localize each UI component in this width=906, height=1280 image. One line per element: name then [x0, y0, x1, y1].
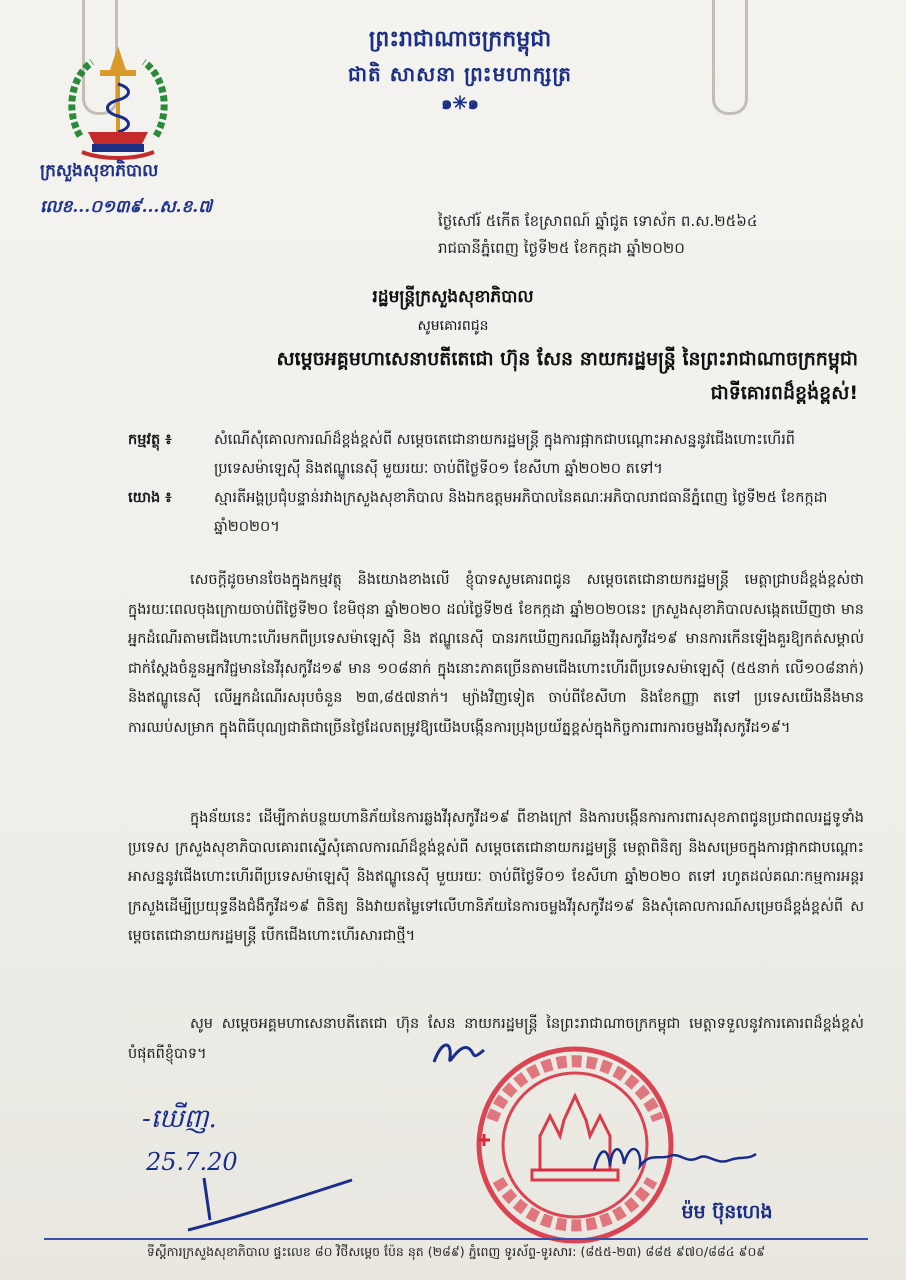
- subject-label: កម្មវត្ថុ ៖: [128, 432, 172, 448]
- letterhead: [310, 22, 610, 116]
- recipient-block: [108, 342, 858, 410]
- subject-block: [128, 426, 868, 542]
- footer-address: ទីស្តីការក្រសួងសុខាភិបាល ផ្ទះលេខ ៨០ វិថីសម្តេច ប៉ែន នុត (២៨៩) ភ្នំពេញ ទូរស័ព្ទ-ទូរសារ: (៨៥៥-២៣) ៨៨៥ ៩៧០/៨៨៤ ៩០៩: [146, 1244, 766, 1259]
- subject-row: [128, 426, 868, 484]
- solar-date: រាជធានីភ្នំពេញ ថ្ងៃទី២៥ ខែកក្កដា ឆ្នាំ២០២០: [438, 239, 685, 257]
- kingdom-title: ព្រះរាជាណាចក្រកម្ពុជា: [368, 26, 552, 52]
- signer-name: ម៉ម ប៊ុនហេង: [681, 1201, 773, 1223]
- national-motto: ជាតិ សាសនា ព្រះមហាក្សត្រ: [348, 62, 572, 86]
- ornament-divider: ๑✳๑: [441, 93, 479, 114]
- salutation: សូមគោរពជូន: [417, 318, 489, 334]
- reference-number: លេខ...០១៣៩...ស.ខ.៧: [40, 197, 213, 217]
- body-paragraph: ក្នុងន័យនេះ ដើម្បីកាត់បន្ថយហានិភ័យនៃការឆ្លងវីរុសកូវីដ១៩ ពីខាងក្រៅ និងការបង្កើនការការពារសុខភាពជូនប្រជាពលរដ្ឋទូទាំងប្រទេស ក្រសួងសុខាភិបាលគោរពស្នើសុំគោលការណ៍ដ៏ខ្ពង់ខ្ពស់ពី សម្តេចតេជោនាយករដ្ឋមន្ត្រី មេត្តាពិនិត្យ និងសម្រេចក្នុងការផ្អាកជាបណ្តោះអាសន្ននូវជើងហោះហើរពីប្រទេសម៉ាឡេស៊ី និងឥណ្ឌូនេស៊ី មួយរយៈ ចាប់ពីថ្ងៃទី០១ ខែសីហា ឆ្នាំ២០២០ តទៅ រហូតដល់គណៈកម្មការអន្តរក្រសួងដើម្បីប្រយុទ្ធនឹងជំងឺកូវីដ១៩ ពិនិត្យ និងវាយតម្លៃទៅលើហានិភ័យនៃការចម្លងវីរុសកូវីដ១៩ និងសុំគោលការណ៍សម្រេចដ៏ខ្ពង់ខ្ពស់ពី សម្តេចតេជោនាយករដ្ឋមន្ត្រី បើកជើងហោះហើរសារជាថ្មី។: [128, 810, 864, 944]
- recipient-honorific: ជាទីគោរពដ៏ខ្ពង់ខ្ពស់!: [710, 382, 858, 404]
- paper-clip: [712, 0, 748, 115]
- closing-paragraph: សូម សម្តេចអគ្គមហាសេនាបតីតេជោ ហ៊ុន សែន នាយករដ្ឋមន្ត្រី នៃព្រះរាជាណាចក្រកម្ពុជា មេត្តាទទួលនូវការគោរពដ៏ខ្ពង់ខ្ពស់បំផុតពីខ្ញុំបាទ។: [128, 1016, 864, 1062]
- reference-text: ស្មារតីអង្គប្រជុំបន្ទាន់រវាងក្រសួងសុខាភិបាល និងឯកឧត្តមអភិបាលនៃគណៈអភិបាលរាជធានីភ្នំពេញ ថ្ងៃទី២៥ ខែកក្កដា ឆ្នាំ២០២០។: [214, 490, 828, 535]
- handwritten-annotation: [126, 1098, 356, 1238]
- annotation-text: -ឃើញ.: [142, 1104, 217, 1134]
- reference-row: [128, 484, 868, 542]
- sender-title: រដ្ឋមន្ត្រីក្រសួងសុខាភិបាល: [372, 287, 534, 307]
- ministry-name: ក្រសួងសុខាភិបាល: [40, 161, 159, 181]
- annotation-date: 25.7.20: [146, 1148, 238, 1176]
- recipient-name: សម្តេចអគ្គមហាសេនាបតីតេជោ ហ៊ុន សែន នាយករដ្ឋមន្ត្រី នៃព្រះរាជាណាចក្រកម្ពុជា: [276, 348, 858, 370]
- annotation-signature: [186, 1168, 356, 1238]
- lunar-date: ថ្ងៃសៅរ៍ ៥កើត ខែស្រាពណ៍ ឆ្នាំជូត ទោស័ក ព.ស.២៥៦៤: [438, 212, 758, 230]
- subject-text: សំណើសុំគោលការណ៍ដ៏ខ្ពង់ខ្ពស់ពី សម្តេចតេជោនាយករដ្ឋមន្ត្រី ក្នុងការផ្អាកជាបណ្តោះអាសន្ននូវជើងហោះហើរពីប្រទេសម៉ាឡេស៊ី និងឥណ្ឌូនេស៊ី មួយរយៈ ចាប់ពីថ្ងៃទី០១ ខែសីហា ឆ្នាំ២០២០ តទៅ។: [214, 432, 796, 477]
- date-block: [438, 208, 878, 262]
- minister-signature: [590, 1130, 760, 1190]
- reference-label: យោង ៖: [128, 490, 172, 506]
- ministry-of-health-logo: [62, 40, 174, 162]
- footer-divider: [44, 1238, 868, 1240]
- body-paragraph: សេចក្តីដូចមានចែងក្នុងកម្មវត្ថុ និងយោងខាងលើ ខ្ញុំបាទសូមគោរពជូន សម្តេចតេជោនាយករដ្ឋមន្ត្រី មេត្តាជ្រាបដ៏ខ្ពង់ខ្ពស់ថា ក្នុងរយៈពេលចុងក្រោយចាប់ពីថ្ងៃទី២០ ខែមិថុនា ឆ្នាំ២០២០ ដល់ថ្ងៃទី២៥ ខែកក្កដា ឆ្នាំ២០២០នេះ ក្រសួងសុខាភិបាលសង្កេតឃើញថា មានអ្នកដំណើរតាមជើងហោះហើរមកពីប្រទេសម៉ាឡេស៊ី និង ឥណ្ឌូនេស៊ី បានរកឃើញករណីឆ្លងវីរុសកូវីដ១៩ មានការកើនឡើងគួរឱ្យកត់សម្គាល់ ជាក់ស្តែងចំនួនអ្នកវិជ្ជមាននៃវីរុសកូវីដ១៩ មាន ១០៨នាក់ ក្នុងនោះភាគច្រើនតាមជើងហោះហើរពីប្រទេសម៉ាឡេស៊ី (៥៥នាក់ លើ១០៨នាក់) និងឥណ្ឌូនេស៊ី លើអ្នកដំណើរសរុបចំនួន ២៣,៨៥៧នាក់។ ម្យ៉ាងវិញទៀត ចាប់ពីខែសីហា និងខែកញ្ញា តទៅ ប្រទេសយើងនឹងមានការឈប់សម្រាក ក្នុងពិធីបុណ្យជាតិជាច្រើនថ្ងៃដែលតម្រូវឱ្យយើងបង្កើនការប្រុងប្រយ័ត្នខ្ពស់ក្នុងកិច្ចការពារការចម្លងវីរុសកូវីដ១៩។: [128, 572, 864, 736]
